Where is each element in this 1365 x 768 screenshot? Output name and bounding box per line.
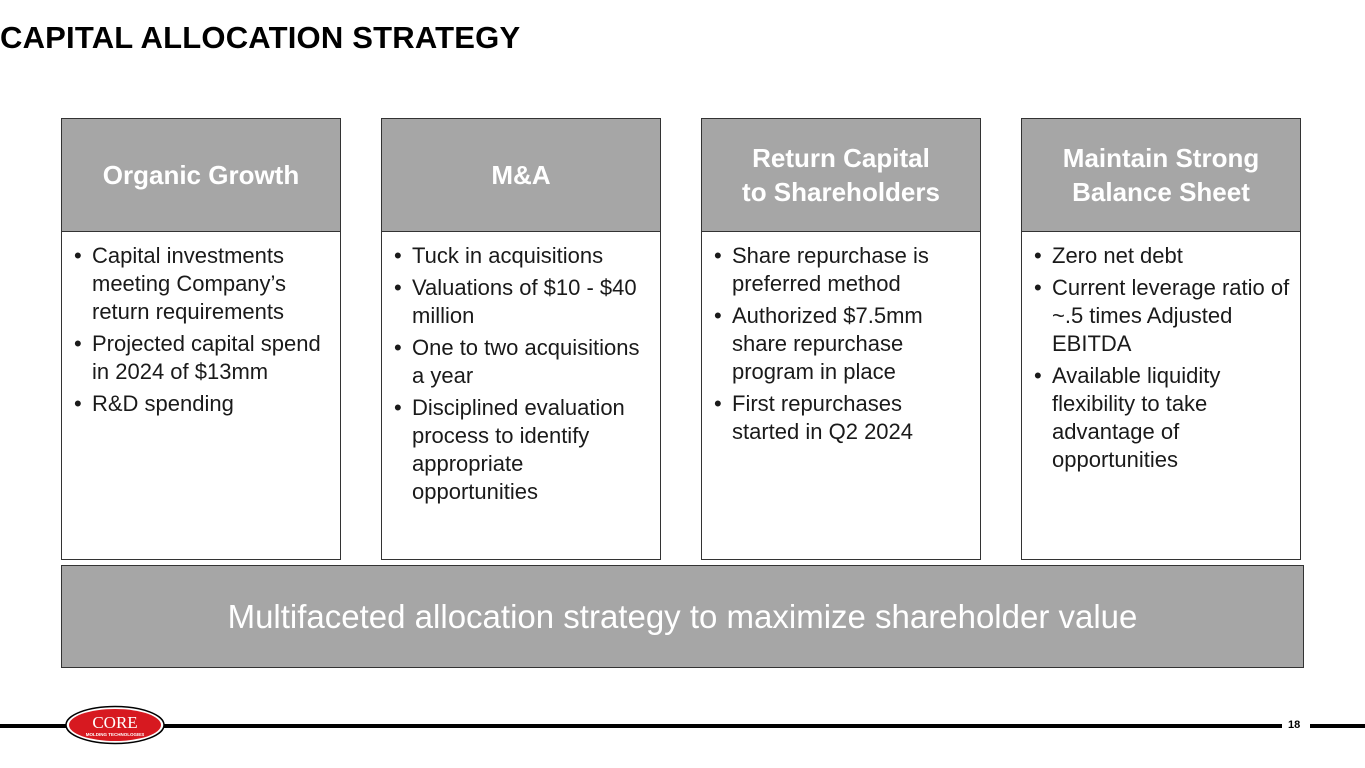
page-number: 18 — [1288, 719, 1301, 731]
bullet-list — [62, 232, 340, 418]
bullet-item: • Projected capital spend in 2024 of $13mm — [74, 330, 332, 386]
bullet-item: • R&D spending — [74, 390, 332, 418]
bullet-item: • Current leverage ratio of ~.5 times Adjusted EBITDA — [1034, 274, 1292, 358]
bullet-list — [702, 232, 980, 446]
bullet-item: • Authorized $7.5mm share repurchase program in place — [714, 302, 972, 386]
bullet-list — [382, 232, 660, 506]
slide-title: CAPITAL ALLOCATION STRATEGY — [0, 20, 521, 55]
core-logo-icon — [64, 705, 166, 745]
bullet-item: • Tuck in acquisitions — [394, 242, 652, 270]
card-organic-growth — [61, 118, 341, 560]
card-balance-sheet — [1021, 118, 1301, 560]
footer-rule — [0, 724, 1282, 728]
bullet-item: • Zero net debt — [1034, 242, 1292, 270]
footer-rule-right — [1310, 724, 1365, 728]
card-heading: Organic Growth — [62, 119, 340, 232]
bullet-item: • One to two acquisitions a year — [394, 334, 652, 390]
card-heading: Maintain Strong Balance Sheet — [1022, 119, 1300, 232]
card-m-and-a — [381, 118, 661, 560]
bullet-list — [1022, 232, 1300, 474]
bullet-item: • Capital investments meeting Company’s return requirements — [74, 242, 332, 326]
card-heading: Return Capital to Shareholders — [702, 119, 980, 232]
bullet-item: • Disciplined evaluation process to identify appropriate opportunities — [394, 394, 652, 506]
card-heading: M&A — [382, 119, 660, 232]
bullet-item: • First repurchases started in Q2 2024 — [714, 390, 972, 446]
bullet-item: • Available liquidity flexibility to take advantage of opportunities — [1034, 362, 1292, 474]
card-return-capital — [701, 118, 981, 560]
svg-text:CORE: CORE — [92, 713, 138, 732]
svg-text:MOLDING TECHNOLOGIES: MOLDING TECHNOLOGIES — [85, 732, 145, 737]
bullet-item: • Valuations of $10 - $40 million — [394, 274, 652, 330]
summary-banner: Multifaceted allocation strategy to maximize shareholder value — [61, 565, 1304, 668]
bullet-item: • Share repurchase is preferred method — [714, 242, 972, 298]
